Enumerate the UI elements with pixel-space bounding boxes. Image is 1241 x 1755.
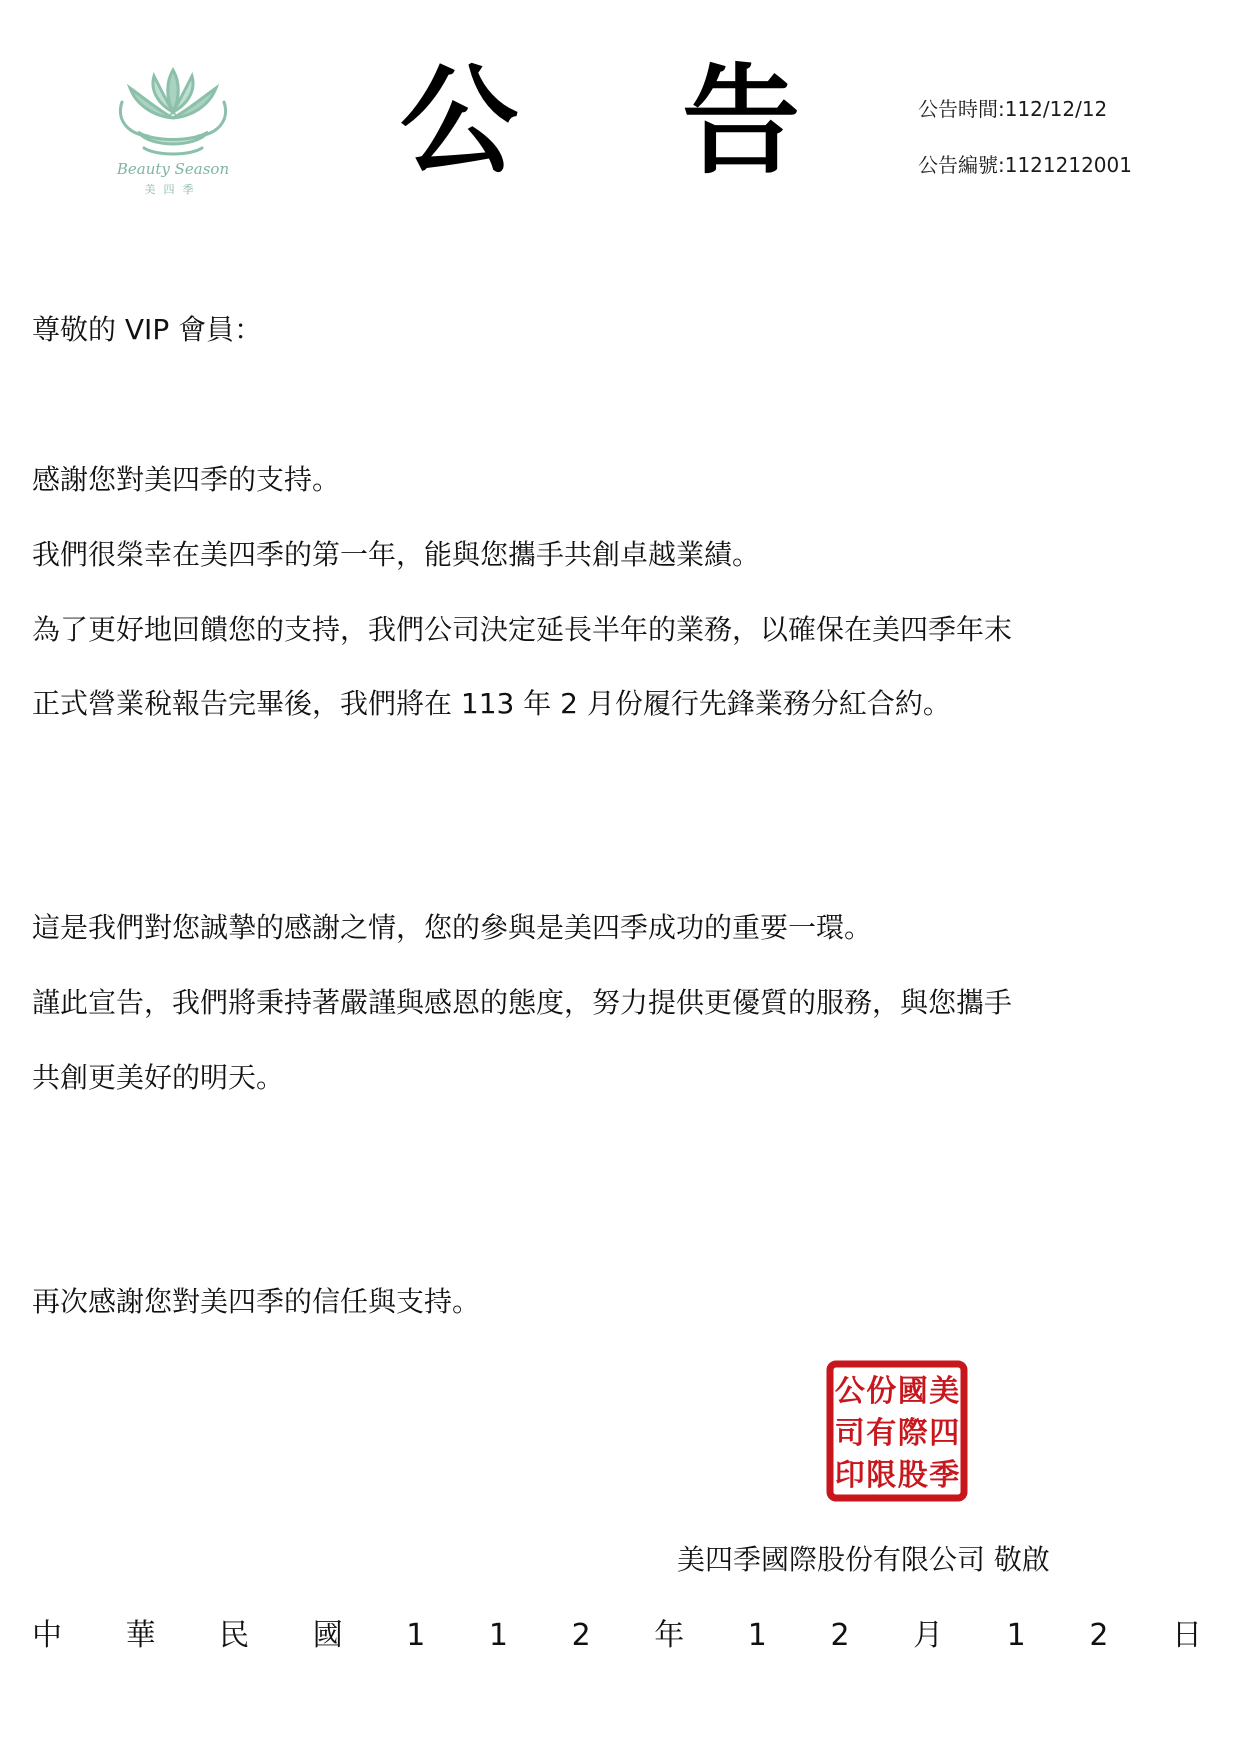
date-char: 民 <box>219 1618 250 1653</box>
date-char: 中 <box>32 1618 62 1653</box>
page-title <box>400 52 800 190</box>
date-char: 2 <box>571 1618 591 1653</box>
announcement-number: 公告編號:1121212001 <box>918 153 1132 177</box>
body-line: 為了更好地回饋您的支持，我們公司決定延長半年的業務，以確保在美四季年末 <box>32 613 1013 646</box>
date-char: 華 <box>125 1618 156 1653</box>
closing-line: 再次感謝您對美四季的信任與支持。 <box>32 1285 481 1318</box>
salutation: 尊敬的 VIP 會員： <box>32 313 263 346</box>
seal-char: 限 <box>866 1457 897 1493</box>
announcement-meta <box>918 97 1132 209</box>
body-line: 這是我們對您誠摯的感謝之情，您的參與是美四季成功的重要一環。 <box>32 911 873 944</box>
date-char: 1 <box>747 1618 767 1653</box>
title-char: 告 <box>681 52 800 190</box>
seal-char: 股 <box>897 1457 928 1493</box>
date-char: 月 <box>913 1618 944 1653</box>
seal-char: 印 <box>834 1457 865 1493</box>
title-char: 公 <box>400 52 519 190</box>
date-row <box>32 1618 1202 1654</box>
logo-english-name: Beauty Season <box>116 160 230 178</box>
body-line: 謹此宣告，我們將秉持著嚴謹與感恩的態度，努力提供更優質的服務，與您攜手 <box>32 986 1013 1019</box>
seal-icon <box>826 1360 968 1502</box>
seal-char: 際 <box>897 1415 928 1451</box>
seal-char: 有 <box>866 1415 897 1451</box>
body-line: 正式營業稅報告完畢後，我們將在 113 年 2 月份履行先鋒業務分紅合約。 <box>32 687 951 720</box>
company-seal-stamp <box>826 1360 968 1502</box>
body-line: 感謝您對美四季的支持。 <box>32 463 341 496</box>
company-logo <box>108 62 238 202</box>
date-char: 年 <box>654 1618 685 1653</box>
lotus-icon <box>108 62 238 162</box>
seal-char: 國 <box>897 1373 928 1409</box>
seal-char: 公 <box>834 1373 865 1409</box>
logo-chinese-name: 美四季 <box>144 183 202 196</box>
body-line: 我們很榮幸在美四季的第一年，能與您攜手共創卓越業績。 <box>32 538 761 571</box>
seal-char: 司 <box>834 1415 865 1451</box>
date-char: 2 <box>1089 1618 1109 1653</box>
body-line: 共創更美好的明天。 <box>32 1061 285 1094</box>
announcement-time: 公告時間:112/12/12 <box>918 97 1108 121</box>
seal-char: 美 <box>929 1373 960 1409</box>
date-char: 1 <box>406 1618 426 1653</box>
date-char: 1 <box>488 1618 508 1653</box>
seal-char: 四 <box>929 1415 960 1451</box>
date-char: 國 <box>312 1618 343 1653</box>
seal-char: 份 <box>866 1373 897 1409</box>
date-char: 2 <box>830 1618 850 1653</box>
signature-line: 美四季國際股份有限公司 敬啟 <box>677 1543 1050 1576</box>
date-char: 1 <box>1006 1618 1026 1653</box>
seal-char: 季 <box>929 1457 960 1493</box>
date-char: 日 <box>1171 1618 1202 1653</box>
